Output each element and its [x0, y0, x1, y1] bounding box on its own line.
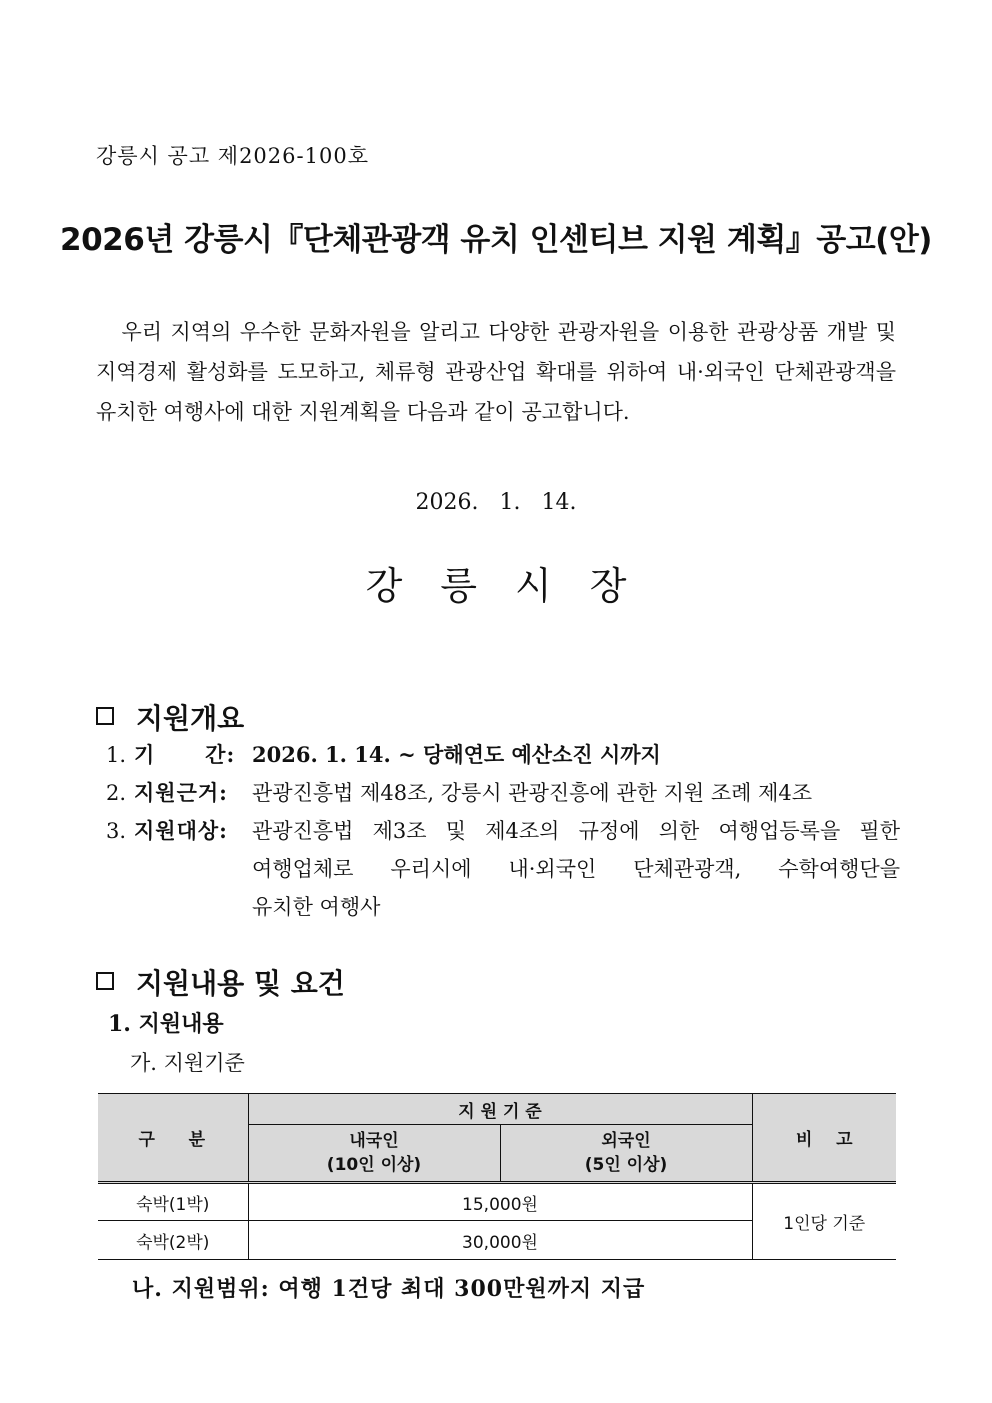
overview-item-period — [106, 736, 906, 774]
item-number: 2. — [106, 781, 127, 805]
item-value-line-3: 유치한 여행사 — [252, 895, 381, 919]
subheading-support-content: 1. 지원내용 — [108, 1011, 224, 1037]
header-foreign-sub: (5인 이상) — [584, 1155, 668, 1175]
table-row — [98, 1183, 896, 1221]
header-domestic-sub: (10인 이상) — [326, 1155, 422, 1175]
item-number: 1. — [106, 743, 127, 767]
item-label: 지원근거: — [134, 780, 228, 805]
row-note: 1인당 기준 — [752, 1183, 896, 1260]
header-domestic — [248, 1125, 500, 1183]
notice-number: 강릉시 공고 제2026-100호 — [96, 144, 369, 168]
overview-item-target — [106, 812, 906, 926]
support-scope: 나. 지원범위: 여행 1건당 최대 300만원까지 지급 — [132, 1276, 646, 1302]
subheading-support-criteria: 가. 지원기준 — [130, 1051, 245, 1075]
item-value-line-2: 여행업체로 우리시에 내·외국인 단체관광객, 수학여행단을 — [252, 857, 900, 881]
header-foreign-label: 외국인 — [601, 1131, 651, 1151]
intro-text: 우리 지역의 우수한 문화자원을 알리고 다양한 관광자원을 이용한 관광상품 개발 및 지역경제 활성화를 도모하고, 체류형 관광산업 확대를 위하여 내·외국인 단체관광객을 유치한 여행사에 대한 지원계획을 다음과 같이 공고합니다. — [96, 320, 896, 424]
header-note: 비 고 — [752, 1094, 896, 1183]
header-domestic-label: 내국인 — [349, 1131, 399, 1151]
item-value-line-1: 관광진흥법 제3조 및 제4조의 규정에 의한 여행업등록을 필한 — [252, 819, 900, 843]
row-amount: 15,000원 — [248, 1183, 752, 1221]
item-number: 3. — [106, 819, 127, 843]
header-criteria: 지 원 기 준 — [248, 1094, 752, 1125]
item-value: 2026. 1. 14. ~ 당해연도 예산소진 시까지 — [252, 742, 661, 767]
row-category: 숙박(1박) — [98, 1183, 248, 1221]
section-overview-heading — [96, 697, 244, 737]
section-content-title: 지원내용 및 요건 — [136, 967, 345, 1000]
row-amount: 30,000원 — [248, 1221, 752, 1260]
section-overview-title: 지원개요 — [136, 702, 245, 735]
row-category: 숙박(2박) — [98, 1221, 248, 1260]
item-value: 관광진흥법 제48조, 강릉시 관광진흥에 관한 지원 조례 제4조 — [252, 781, 813, 805]
support-criteria-table — [98, 1093, 896, 1260]
signer: 강릉시장 — [365, 564, 665, 608]
item-label: 기 간: — [134, 742, 236, 767]
section-content-heading — [96, 962, 345, 1002]
header-foreign — [500, 1125, 752, 1183]
intro-paragraph — [96, 312, 896, 432]
overview-item-basis — [106, 774, 906, 812]
item-label: 지원대상: — [134, 818, 228, 843]
header-category: 구 분 — [98, 1094, 248, 1183]
checkbox-square-icon — [96, 972, 114, 990]
checkbox-square-icon — [96, 707, 114, 725]
page-title: 2026년 강릉시『단체관광객 유치 인센티브 지원 계획』공고(안) — [60, 222, 932, 258]
notice-date: 2026. 1. 14. — [415, 490, 577, 515]
